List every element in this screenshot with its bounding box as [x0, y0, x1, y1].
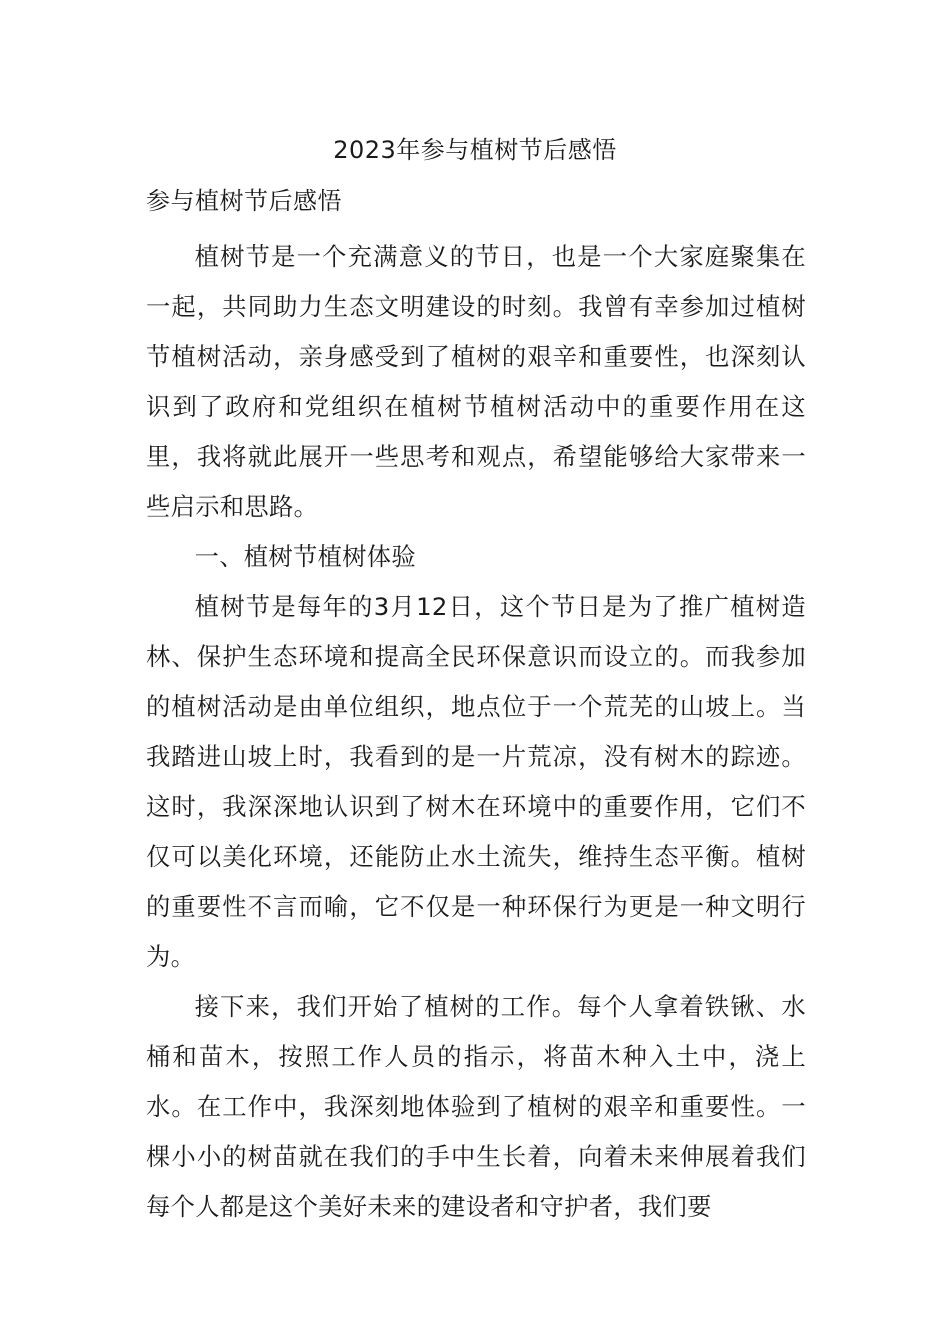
paragraph-work: 接下来，我们开始了植树的工作。每个人拿着铁锹、水桶和苗木，按照工作人员的指示，将苗木种入土中，浇上水。在工作中，我深刻地体验到了植树的艰辛和重要性。一棵小小的树苗就在我们的手中生长着，向着未来伸展着我们每个人都是这个美好未来的建设者和守护者，我们要 [146, 992, 806, 1221]
document-body [146, 232, 806, 1232]
document-subtitle: 参与植树节后感悟 [146, 187, 342, 215]
paragraph-intro: 植树节是一个充满意义的节日，也是一个大家庭聚集在一起，共同助力生态文明建设的时刻。我曾有幸参加过植树节植树活动，亲身感受到了植树的艰辛和重要性，也深刻认识到了政府和党组织在植树节植树活动中的重要作用在这里，我将就此展开一些思考和观点，希望能够给大家带来一些启示和思路。 [146, 242, 806, 521]
document-title: 2023年参与植树节后感悟 [333, 136, 617, 164]
section-heading: 一、植树节植树体验 [194, 542, 416, 571]
paragraph-experience: 植树节是每年的3月12日，这个节日是为了推广植树造林、保护生态环境和提高全民环保意识而设立的。而我参加的植树活动是由单位组织，地点位于一个荒芜的山坡上。当我踏进山坡上时，我看到的是一片荒凉，没有树木的踪迹。这时，我深深地认识到了树木在环境中的重要作用，它们不仅可以美化环境，还能防止水土流失，维持生态平衡。植树的重要性不言而喻，它不仅是一种环保行为更是一种文明行为。 [146, 592, 806, 971]
